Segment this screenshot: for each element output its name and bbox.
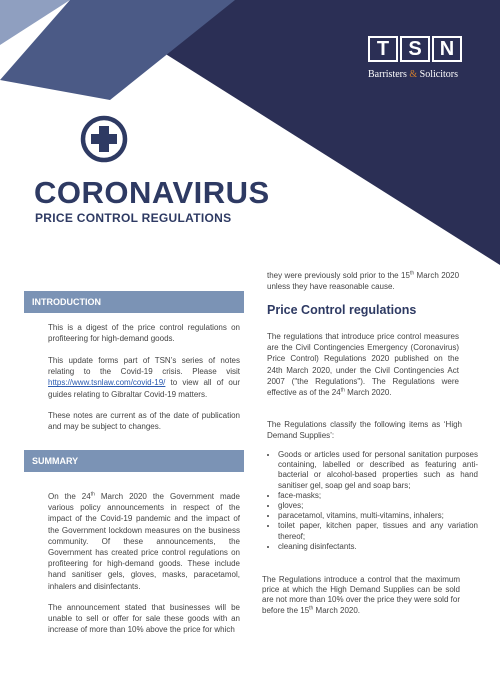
covid-guides-link[interactable]: https://www.tsnlaw.com/covid-19/ xyxy=(48,378,166,388)
logo-tagline xyxy=(368,69,468,80)
text: On the 24 xyxy=(48,492,91,501)
text: March 2020 the Government made various policy announcements in respect of the impact of the Covid-19 pandemic and the impact of the Government lockdown measures on the business community. Of these announcements, the Government has created price control regulations on profiteering for high-demand goods. These include hand sanitiser gels, gloves, masks, paracetamol, inhalers and disinfectants. xyxy=(48,492,240,591)
text: March 2020 unless they have reasonable cause. xyxy=(267,271,460,292)
list-item: • paracetamol, vitamins, multi-vitamins, inhalers; xyxy=(278,511,478,521)
summary-paragraph-1 xyxy=(48,491,240,592)
page-title: CORONAVIRUS xyxy=(34,175,270,210)
intro-paragraph-1: This is a digest of the price control regulations on profiteering for high-demand goods. xyxy=(48,323,240,344)
logo-letter-n: N xyxy=(432,36,462,62)
introduction-heading: INTRODUCTION xyxy=(24,291,244,313)
intro-paragraph-3: These notes are current as of the date of publication and may be subject to changes. xyxy=(48,411,240,432)
medical-cross-icon xyxy=(80,115,128,163)
superscript: th xyxy=(409,270,415,277)
text: to view all of our guides relating to Gibraltar Covid-19 matters. xyxy=(48,378,240,399)
text: they were previously sold prior to the 15 xyxy=(267,271,410,280)
superscript: th xyxy=(309,604,314,611)
superscript: th xyxy=(340,387,345,394)
list-item: • face-masks; xyxy=(278,491,478,501)
text: The Regulations introduce a control that the maximum price at which the High Demand Supplies can be sold are not more than 10% over the price they were sold for before the 15 xyxy=(262,575,460,615)
tsn-logo xyxy=(368,36,462,62)
summary-heading: SUMMARY xyxy=(24,450,244,472)
superscript: th xyxy=(90,491,95,498)
right-continuation xyxy=(267,270,459,292)
tagline-part: Solicitors xyxy=(417,69,459,80)
list-item: • gloves; xyxy=(278,501,478,511)
page-subtitle: PRICE CONTROL REGULATIONS xyxy=(35,211,232,225)
list-item: • toilet paper, kitchen paper, tissues and any variation thereof; xyxy=(278,521,478,541)
list-item: • cleaning disinfectants. xyxy=(278,542,478,552)
high-demand-list xyxy=(262,450,478,552)
tagline-part: Barristers xyxy=(368,69,410,80)
tagline-ampersand: & xyxy=(409,69,418,80)
text: The regulations that introduce price control measures are the Civil Contingencies Emergency (Coronavirus) Price Control) Regulations 2020 published on the 24th March 2020, under the Civil Contingencies Act 2007 ("the Regulations"). The Regulations were effective as of the 24 xyxy=(267,332,459,398)
classification-paragraph: The Regulations classify the following items as ‘High Demand Supplies’: xyxy=(267,420,462,441)
summary-paragraph-2: The announcement stated that businesses will be unable to sell or offer for sale these goods with an increase of more than 10% above the price for which xyxy=(48,603,240,635)
intro-paragraph-2 xyxy=(48,355,240,400)
price-control-heading: Price Control regulations xyxy=(267,303,417,317)
logo-letter-s: S xyxy=(400,36,430,62)
logo-letter-t: T xyxy=(368,36,398,62)
text: March 2020. xyxy=(313,605,361,615)
list-item: • Goods or articles used for personal sanitation purposes containing, labelled or described as featuring anti-bacterial or alcohol-based properties such as hand sanitiser gel, soap gel and soap bars; xyxy=(278,450,478,491)
control-paragraph xyxy=(262,575,460,616)
text: This update forms part of TSN’s series of notes relating to the Covid-19 crisis. Please visit xyxy=(48,356,240,377)
regulations-paragraph xyxy=(267,331,459,398)
text: March 2020. xyxy=(344,388,392,398)
